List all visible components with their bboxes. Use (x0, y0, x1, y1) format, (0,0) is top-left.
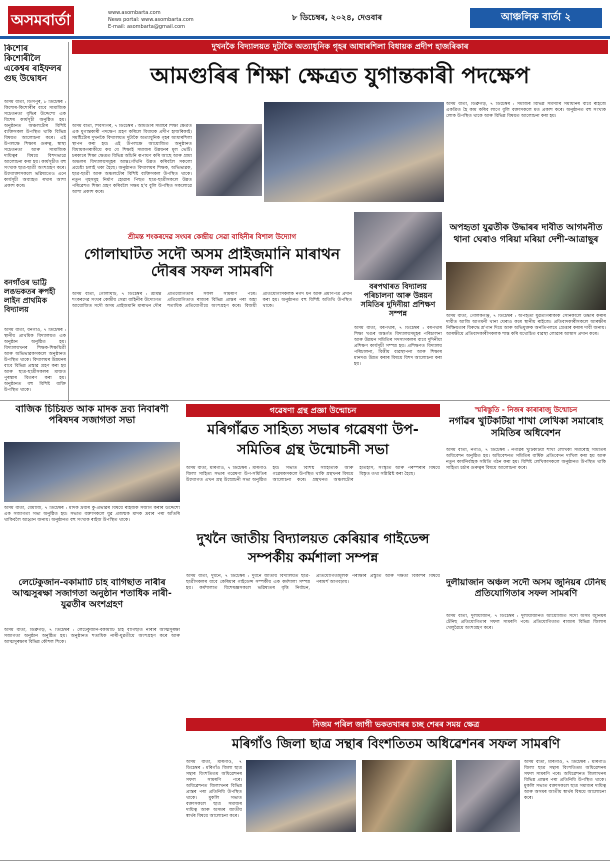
main-headline: আমগুৰিৰ শিক্ষা ক্ষেত্ৰত যুগান্তকাৰী পদক্ষেপ (150, 64, 530, 89)
right-mid-headline-2: দুলীয়াজান অঞ্চল সদৌ অসম জুনিয়ৰ টেনিছ প্ৰতিযোগিতাৰ সফল সামৰণি (446, 578, 606, 599)
bottom-photo-3 (456, 760, 520, 832)
main-story-photo-small (196, 124, 262, 196)
bottom-kicker-band: নিজম পৰিল জাগী ভকতখাৰৰ চচ্ছ শেৰৰ সময় ক্ষেত্ৰ (186, 718, 606, 731)
right-mid-body-2: অসম বাৰ্তা, দুলীয়াজান, ৭ ডিচেম্বৰ : দুলীয়াজানত আয়োজিত সদৌ অসম জুনিয়ৰ টেনিছ প্ৰতিযোগিতাৰ সফল সামৰণি পৰে। প্ৰতিযোগিতাত ৰাজ্যৰ বিভিন্ন জিলাৰ খেলুৱৈয়ে অংশগ্ৰহণ কৰে। (446, 614, 606, 631)
left-story1-headline: কিশোৰ কিশোৰীলৈ একেশ্বৰ ৰাইফলৰ গুছ উদ্বোধন (4, 44, 62, 84)
section-divider (0, 400, 610, 401)
bottom-photo-2 (362, 760, 452, 832)
main-story-body: অসম বাৰ্তা, শিবসাগৰ, ৭ ডিচেম্বৰ : আমগুৰি সমষ্টিৰ শিক্ষা ক্ষেত্ৰত এক যুগান্তকাৰী পদক্ষেপ গ্ৰহণ কৰিলে বিধায়ক প্ৰদীপ হাজৰিকাই। সমষ্টিটোৰ দুখনকৈ বিদ্যালয়ত দুটাকৈ অত্যাধুনিক গৃহৰ আধাৰশিলা স্থাপন কৰা হয়। এই উপলক্ষে আয়োজিত অনুষ্ঠানত বিধায়কগৰাকীয়ে কয় যে শিক্ষাই সমাজৰ উন্নয়নৰ মূল ভেটি। চৰকাৰে শিক্ষা ক্ষেত্ৰত বিভিন্ন আঁচনি ৰূপায়ণ কৰি আছে আৰু গ্ৰাম্য অঞ্চলৰ বিদ্যালয়সমূহৰ আন্তঃগাঁথনি উন্নত কৰিবলৈ সকলো প্ৰচেষ্টা চলাই থকা হৈছে। অনুষ্ঠানত বিদ্যালয়ৰ শিক্ষক, অভিভাৱক, ছাত্ৰ-ছাত্ৰী আৰু অঞ্চলটোৰ বিশিষ্ট ব্যক্তিসকল উপস্থিত থাকে। নতুন গৃহসমূহ নিৰ্মাণ হোৱাৰ পিছত ছাত্ৰ-ছাত্ৰীসকলে উন্নত পৰিৱেশত শিক্ষা গ্ৰহণ কৰিবলৈ সক্ষম হ'ব বুলি উপস্থিত সকলোৱে আশা প্ৰকাশ কৰে। (72, 124, 192, 195)
right-top-story-body: অসম বাৰ্তা, গোলকগঞ্জ, ৭ ডিচেম্বৰ : অপহৃতা যুৱতীগৰাকীক সোনকালে উদ্ধাৰ কৰাৰ দাবীত আজি আগমনী থানা ঘেৰাও কৰে স্থানীয় ৰাইজে। প্ৰতিবাদকাৰীসকলে আৰক্ষীৰ নিষ্ক্ৰিয়তাৰ বিৰুদ্ধে শ্ল'গান দিয়ে আৰু অভিযুক্তক অনতিপলমে গ্ৰেপ্তাৰ কৰাৰ দাবী জনায়। আৰক্ষীয়ে প্ৰতিবাদকাৰীসকলক শান্ত কৰি যথোচিত ব্যৱস্থা লোৱাৰ আশ্বাস প্ৰদান কৰে। (446, 314, 606, 337)
career-headline: দুখনৈ জাতীয় বিদ্যালয়ত কেৰিয়াৰ গাইডেন্স সম্পৰ্কীয় কৰ্মশালা সম্পন্ন (196, 531, 430, 566)
page-bottom-rule (0, 860, 610, 861)
bottom-left-body-2: অসম বাৰ্তা, ডিব্ৰুগড়, ৭ ডিচেম্বৰ : লেটেকুজান-বকামাটি চাহ বাগিছাত নাৰীৰ আত্মসুৰক্ষা সজাগতা অনুষ্ঠান অনুষ্ঠিত হয়। অনুষ্ঠানত শতাধিক নাৰী-যুৱতীয়ে অংশগ্ৰহণ কৰে আৰু আত্মসুৰক্ষাৰ বিভিন্ন কৌশল শিকে। (4, 628, 180, 645)
masthead-contact: www.asombarta.com News portal: www.asombarta.com E-mail: asombarta@gmail.com (108, 10, 194, 30)
bottom-left-headline: বাজিক চিচিয়ত আক মাদক দ্ৰব্য নিবাৰণী পৰিষদৰ সজাগতা সভা (15, 404, 169, 426)
right-top-headline: অপহৃতা যুৱতীক উদ্ধাৰৰ দাবীত আগমনীত থানা ঘেৰাও গৰিয়া মৰিয়া দেশী-আত্ৰাছুৰ (446, 222, 606, 258)
book-launch-body: অসম বাৰ্তা, মৰিগাঁও, ৭ ডিচেম্বৰ : মৰিগাঁও জিলা সাহিত্য সভাৰ গৱেষণা উপ-সমিতিৰ উদ্যোগত এখন গ্ৰন্থ উন্মোচনী সভা অনুষ্ঠিত হয়। সভাত বিশিষ্ট সাহিত্যিক আৰু গৱেষকসকলে উপস্থিত থাকি গ্ৰন্থখনৰ বিষয়ে আলোচনা কৰে। গ্ৰন্থখনত অঞ্চলটোৰ ইতিহাস, সংস্কৃতি আৰু পৰম্পৰাৰ বিষয়ে বিস্তৃত তথ্য সন্নিৱিষ্ট কৰা হৈছে। (186, 466, 440, 483)
issue-date: ৮ ডিচেম্বৰ, ২০২৪, দেওবাৰ (292, 13, 382, 22)
book-launch-headline: মৰিগাঁৱত সাহিত্য সভাৰ গৱেষণা উপ-সমিতিৰ গ্ৰন্থ উন্মোচনী সভা (207, 422, 419, 458)
newspaper-logo: অসমবাৰ্তা (8, 6, 106, 34)
mid-left-headline: গোলাঘাটত সদৌ অসম প্ৰাইজমানি মাৰাথন দৌৰৰ সফল সামৰণি (84, 246, 340, 280)
mid-right-headline: বৰপথাৰত বিদ্যালয় পৰিচালনা আৰু উন্নয়ন সমিতিৰ দুদিনীয়া প্ৰশিক্ষণ সম্পন্ন (360, 282, 436, 318)
mid-right-body: অসম বাৰ্তা, বৰপথাৰ, ৭ ডিচেম্বৰ : বৰপথাৰ শিক্ষা খণ্ডৰ অন্তৰ্গত বিদ্যালয়সমূহৰ পৰিচালনা আৰু উন্নয়ন সমিতিৰ সদস্যসকলৰ বাবে দুদিনীয়া প্ৰশিক্ষণ কাৰ্যসূচী সম্পন্ন হয়। প্ৰশিক্ষণত বিদ্যালয় পৰিচালনা, বিত্তীয় ব্যৱস্থাপনা আৰু শিক্ষাৰ মানদণ্ড উন্নত কৰাৰ বিষয়ে বিশদ আলোচনা কৰা হয়। (354, 326, 442, 367)
masthead-rule (0, 36, 610, 39)
mid-kicker-band: গৱেষণা গ্ৰন্থ প্ৰজ্ঞা উন্মোচন (186, 404, 440, 417)
mid-right-photo (354, 212, 442, 280)
right-mid-headline: নগাঁৱৰ খুটিকটিয়া শাখা লেখিকা সমাৰোহ সমিতিৰ অধিবেশন (449, 416, 603, 439)
bottom-photo-1 (246, 760, 356, 832)
left-story1-body: অসম বাৰ্তা, ডিসপুৰ, ৮ ডিচেম্বৰ : কিশোৰ-কিশোৰীৰ বাবে সামাজিক সচেতনতা বৃদ্ধিৰ উদ্দেশ্যে এক বিশেষ কাৰ্যসূচী অনুষ্ঠিত হয়। অনুষ্ঠানত অঞ্চলটোৰ বিশিষ্ট ব্যক্তিসকল উপস্থিত থাকি বিভিন্ন বিষয়ত আলোচনা কৰে। এই উপলক্ষে শিক্ষাৰ গুৰুত্ব, স্বাস্থ্য সচেতনতা আৰু সামাজিক দায়িত্বৰ বিষয়ে বিশদভাৱে আলোচনা কৰা হয়। কাৰ্যসূচীত বহু সংখ্যক ছাত্ৰ-ছাত্ৰী অংশগ্ৰহণ কৰে। উদ্যোক্তাসকলে ভৱিষ্যতেও এনে কাৰ্যসূচী অব্যাহত ৰখাৰ আশা প্ৰকাশ কৰে। (4, 100, 66, 189)
bottom-headline: মৰিগাঁও জিলা ছাত্ৰ সন্থাৰ বিংশতিতম অধিৱেশনৰ সফল সামৰণি (232, 737, 560, 752)
right-top-photo (446, 262, 606, 310)
right-mid-body: অসম বাৰ্তা, নগাঁও, ৭ ডিচেম্বৰ : নগাঁৱৰ খুটিকটিয়া শাখা লেখিকা সমাৰোহ সমিতিৰ অধিবেশন অনুষ্ঠিত হয়। অধিবেশনত সমিতিৰ বাৰ্ষিক প্ৰতিবেদন দাখিল কৰা হয় আৰু নতুন কাৰ্যনিৰ্বাহক সমিতি গঠন কৰা হয়। বিশিষ্ট লেখিকাসকলে অনুষ্ঠানত উপস্থিত থাকি সাহিত্য চৰ্চাৰ গুৰুত্বৰ বিষয়ে আলোচনা কৰে। (446, 448, 606, 471)
mid-left-body: অসম বাৰ্তা, গোলাঘাট, ৭ ডিচেম্বৰ : শ্ৰীমন্ত শংকৰদেৱ সংঘৰ কেন্দ্ৰীয় সেৱা বাহিনীৰ উদ্যোগত আয়োজিত সদৌ অসম প্ৰাইজমানি মাৰাথন দৌৰ প্ৰতিযোগিতাৰ সফল সামৰণি পৰে। প্ৰতিযোগিতাত ৰাজ্যৰ বিভিন্ন প্ৰান্তৰ পৰা অহা শতাধিক প্ৰতিযোগীয়ে অংশগ্ৰহণ কৰে। বিজয়ী প্ৰতিযোগীসকলক নগদ ধন আৰু প্ৰমাণপত্ৰ প্ৰদান কৰা হয়। অনুষ্ঠানত বহু বিশিষ্ট অতিথি উপস্থিত থাকে। (72, 292, 352, 309)
bottom-story-body: অসম বাৰ্তা, মৰিগাঁও, ৭ ডিচেম্বৰ : মৰিগাঁও জিলা ছাত্ৰ সন্থাৰ বিংশতিতম অধিৱেশনৰ সফল সামৰণি পৰে। অধিৱেশনত জিলাখনৰ বিভিন্ন প্ৰান্তৰ পৰা প্ৰতিনিধি উপস্থিত থাকে। মুকলি সভাত বক্তাসকলে ছাত্ৰ সমাজৰ দায়িত্ব আৰু অসমৰ জাতীয় স্বাৰ্থৰ বিষয়ে আলোচনা কৰে। (186, 760, 242, 819)
bottom-left-headline-2: লেটেকুজান-বকামাটি চাহ বাগিছাত নাৰীৰ আত্মসুৰক্ষা সজাগতা অনুষ্ঠান শতাধিক নাৰী-যুৱতীৰ অংশগ্ৰহণ (12, 578, 172, 610)
main-story-photo (264, 102, 444, 202)
left-story2-body: অসম বাৰ্তা, বনগাঁও, ৭ ডিচেম্বৰ : স্থানীয় প্ৰাথমিক বিদ্যালয়ত এক অনুষ্ঠান অনুষ্ঠিত হয়। বিদ্যালয়খনৰ শিক্ষক-শিক্ষয়িত্ৰী আৰু অভিভাৱকসকলে অনুষ্ঠানত উপস্থিত থাকে। বিদ্যালয়ৰ উন্নয়নৰ বাবে বিভিন্ন প্ৰস্তাৱ গ্ৰহণ কৰা হয় আৰু ছাত্ৰ-ছাত্ৰীসকলৰ মাজত পুৰস্কাৰ বিতৰণ কৰা হয়। অনুষ্ঠানত বহু বিশিষ্ট ব্যক্তি উপস্থিত থাকে। (4, 328, 66, 393)
column-divider (68, 42, 69, 402)
left-story2-headline: বনগাঁওৰ ভাট্টি লঙভকতৰ ৰুপহী লাইন প্ৰাথমিক বিদ্যালয় (4, 278, 56, 314)
section-label: আঞ্চলিক বাৰ্তা ২ (470, 8, 602, 28)
bottom-left-body: অসম বাৰ্তা, ধেমাজি, ৭ ডিচেম্বৰ : মাদক দ্ৰব্যৰ কু-প্ৰভাৱৰ বিষয়ে ৰাইজক সজাগ কৰাৰ উদ্দেশ্যে এক সজাগতা সভা অনুষ্ঠিত হয়। সভাত বক্তাসকলে যুৱ প্ৰজন্মক মাদক দ্ৰব্যৰ পৰা আঁতৰি থাকিবলৈ আহ্বান জনায়। অনুষ্ঠানত বহু সংখ্যক ৰাইজ উপস্থিত থাকে। (4, 506, 180, 523)
top-kicker-band: দুখনকৈ বিদ্যালয়ত দুটাকৈ অত্যাধুনিক গৃহৰ আধাৰশিলা বিধায়ক প্ৰদীপ হাজৰিকাৰ (72, 40, 608, 54)
right-top-body: অসম বাৰ্তা, ডিব্ৰুগড়, ৭ ডিচেম্বৰ : সমাজৰ বিভিন্ন সমস্যাৰ সমাধানৰ বাবে ৰাইজে একত্ৰিত হৈ কাম কৰিব লাগে বুলি বক্তাসকলে মত প্ৰকাশ কৰে। অনুষ্ঠানত বহু সংখ্যক লোক উপস্থিত থাকে আৰু বিভিন্ন বিষয়ত আলোচনা কৰা হয়। (446, 102, 606, 119)
right-mid-kicker: স্মৰিস্তুতি - নিজৰ কাৰাৰাজু উন্মোচন (474, 406, 578, 414)
career-body: অসম বাৰ্তা, দুধনৈ, ৭ ডিচেম্বৰ : দুধনৈ জাতীয় বিদ্যালয়ত ছাত্ৰ-ছাত্ৰীসকলৰ বাবে কেৰিয়াৰ গাইডেন্স সম্পৰ্কীয় এক কৰ্মশালা সম্পন্ন হয়। কৰ্মশালাত বিশেষজ্ঞসকলে ভৱিষ্যতৰ বৃত্তি নিৰ্বাচন, প্ৰতিযোগিতামূলক পৰীক্ষাৰ প্ৰস্তুতি আৰু দক্ষতা বিকাশৰ বিষয়ে পৰামৰ্শ আগবঢ়ায়। (186, 574, 440, 591)
mid-left-kicker: শ্ৰীমন্ত শংকৰদেৱ সংঘৰ কেন্দ্ৰীয় সেৱা বাহিনীৰ বিশাল উদ্যোগ (72, 232, 352, 242)
bottom-story-body-2: অসম বাৰ্তা, মৰিগাঁও, ৭ ডিচেম্বৰ : মৰিগাঁও জিলা ছাত্ৰ সন্থাৰ বিংশতিতম অধিৱেশনৰ সফল সামৰণি পৰে। অধিৱেশনত জিলাখনৰ বিভিন্ন প্ৰান্তৰ পৰা প্ৰতিনিধি উপস্থিত থাকে। মুকলি সভাত বক্তাসকলে ছাত্ৰ সমাজৰ দায়িত্ব আৰু অসমৰ জাতীয় স্বাৰ্থৰ বিষয়ে আলোচনা কৰে। (524, 760, 606, 801)
bottom-left-photo (4, 442, 180, 502)
